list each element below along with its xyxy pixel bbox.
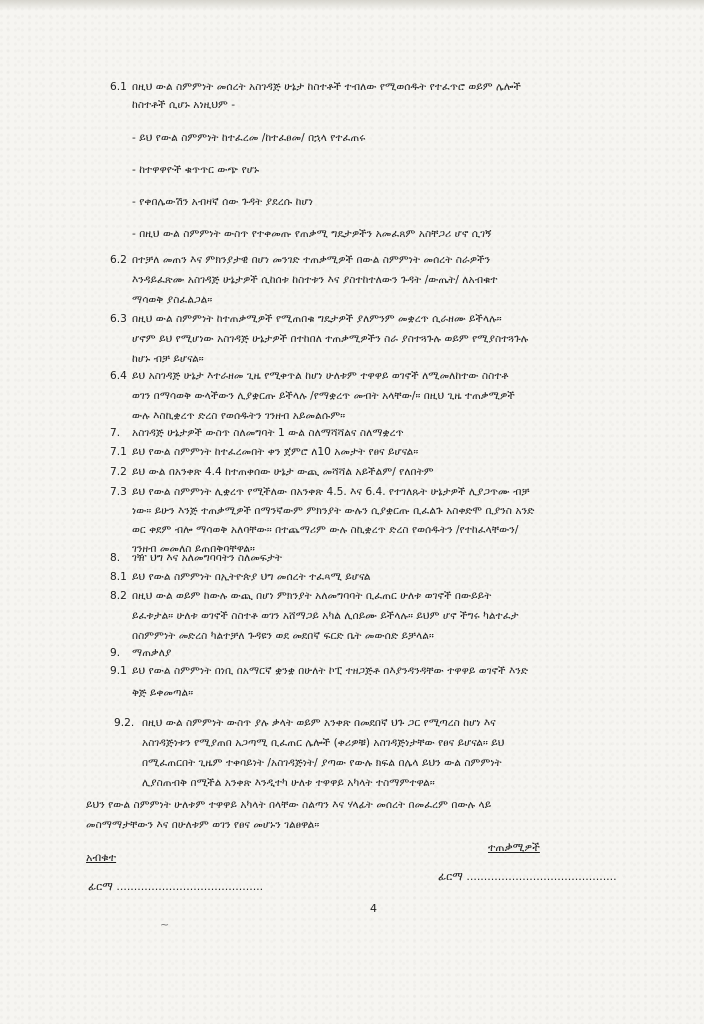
clause-line: በዚህ ውል ስምምነት ውስጥ ያሉ ቃላት ወይም አንቀጽ በመደበኛ ህጉ ጋር የሚጣረስ ከሆነ እና (142, 717, 496, 729)
clause-line: ውሉ እስኪቋረጥ ድረስ የወሰዱትን ገንዘብ አይመልሱም። (132, 410, 346, 422)
clause-line: ከስተቶች ሲሆኑ አነዚህም - (132, 99, 236, 111)
closing-line: መስማማታቸውን እና በሁለቱም ወገን የፀና መሆኑን ገልፀዋል። (86, 819, 320, 831)
clause-number: 6.4 (110, 370, 127, 382)
clause-line: ሊያስጠብቅ በሚችል አንቀጽ እንዲተካ ሁለቱ ተዋዋይ አካላት ተስማምተዋል። (142, 777, 435, 789)
clause-line: ይህ የውል ስምምነት በኢትዮጵያ ህግ መሰረት ተፈጻሚ ይሆናል (132, 571, 371, 583)
signature-line-right: ፊርማ ........................................... (438, 870, 617, 883)
clause-line: ይህ አስገዳጅ ሁኔታ እተራዘመ ጊዜ የሚቀጥል ከሆነ ሁለቱም ተዋዋይ ወገኖች ለሚመለከተው ስስተቶ (132, 370, 509, 382)
clause-number: 7.3 (110, 486, 127, 498)
clause-line: ሆኖም ይህ የሚሆነው አስገዳጅ ሁኔታዎች በተከበለ ተጠቃሚዎችን ስራ ያስተጓጉሉ ወይም የሚያስተጓጉሉ (132, 333, 529, 345)
bullet-item: - የቀበሌውሽን አብዛኛ ሰው ጉዳት ያደረሱ ከሆነ (132, 196, 313, 208)
clause-number: 8.2 (110, 590, 127, 602)
clause-number: 6.3 (110, 313, 127, 325)
section-number: 8. (110, 552, 121, 564)
clause-line: ከሆኑ ብቻ ይሆናል። (132, 353, 204, 365)
closing-line: ይህን የውል ስምምነት ሁለቱም ተዋዋይ አካላት በላቸው ስልጣን እና ሃላፊት መሰረት በመፈረም በውሉ ላይ (86, 799, 492, 811)
clause-line: ይህ የውል ስምምነት ሊቋረጥ የሚችለው በአንቀጽ 4.5. እና 6.4. የተገለጹት ሁኔታዎች ሊያጋጥሙ ብቻ (132, 486, 530, 498)
clause-line: በዚህ ውል ስምምነት ከተጠቃሚዎች የሚጠበቁ ግዴታዎች ያለምንም መቋረጥ ሲራዘሙ ይችላሉ። (132, 313, 502, 325)
section-number: 7. (110, 427, 121, 439)
clause-line: ወገን በማሳወቅ ውላችውን ሊያቋርጡ ይችላሉ /የማቋረጥ መብት አላቸው/። በዚህ ጊዜ ተጠቃሚዎች (132, 390, 515, 402)
clause-number: 7.1 (110, 446, 127, 458)
clause-line: ነው። ይሁን እንጅ ተጠቃሚዎች በማንኛውም ምክንያት ውሉን ሲያቋርጡ ቢፈልጉ አስቀድሞ ቢያንስ አንድ (132, 505, 535, 517)
clause-number: 6.1 (110, 81, 127, 93)
clause-line: በስምምነት መድረስ ካልተቻለ ጉዳዩን ወደ መደበኛ ፍርድ ቤት መውሰድ ይቻላል። (132, 630, 434, 642)
clause-line: አስገዳጅነቱን የሚያጠበ አጋጣሚ ቢፈጠር ሌሎች (ቀሪዎቹ) አስገዳጅነታቸው የፀና ይሆናል። ይህ (142, 737, 505, 749)
signature-line-left: ፊርማ .......................................... (88, 880, 264, 893)
clause-line: በሚፈጠርበት ጊዜም ተቀባይነት /አስገዳጅነት/ ያጣው የውሉ ክፍል በሌላ ይህን ውል ስምምነት (142, 757, 502, 769)
signatory-right-label: ተጠቃሚዎች (488, 841, 540, 854)
clause-number: 8.1 (110, 571, 127, 583)
clause-line: ይህ የውል ስምምነት በነቢ በአማርኛ ቋንቋ በሁለት ኮፒ ተዘጋጅቶ በእያንዳንዳቸው ተዋዋይ ወገኖች እንድ (132, 665, 529, 677)
clause-line: ይህ የውል ስምምነት ከተፈረመበት ቀን ጀምሮ ለ10 አመታት የፀና ይሆናል። (132, 446, 419, 458)
bullet-item: - በዚህ ውል ስምምነት ውስጥ የተቀመጡ የጠቃሚ ግዴታዎችን አመፈጸም አስቸጋሪ ሆኖ ሲገኝ (132, 228, 492, 240)
stray-mark: ~ (160, 918, 170, 931)
bullet-item: - ከተዋዋዮች ቁጥጥር ውጭ የሆኑ (132, 164, 260, 176)
clause-number: 7.2 (110, 466, 127, 478)
signatory-left-label: አብቁተ (86, 851, 117, 864)
clause-line: ማሳወቅ ያስፈልጋል። (132, 294, 213, 306)
clause-line: ቅጅ ይቀመጣል። (132, 687, 194, 699)
section-title: ገዥ ህግ እና አለመግባባትን ስለመፍታት (132, 552, 283, 564)
section-number: 9. (110, 647, 121, 659)
clause-line: ወር ቀደም ብሎ ማሳወቅ አለባቸው። በተጨማሪም ውሉ ስኪቋረጥ ድረስ የወሰዱትን /የተከፈላቸውን/ (132, 524, 519, 536)
section-title: ማጠቃለያ (132, 647, 172, 659)
clause-number: 9.1 (110, 665, 127, 677)
clause-line: ይህ ውል በአንቀጽ 4.4 ከተጠቀሰው ሁኔታ ውጪ መሻሻል አይችልም/ የለበትም (132, 466, 434, 478)
clause-line: በዚህ ውል ወይም ከውሉ ውጪ በሆነ ምክንያት አለመግባባት ቢፈጠር ሁለቱ ወገኖች በውይይት (132, 590, 492, 602)
clause-line: እንዳይፈጽሙ አስገዳጅ ሁኔታዎች ሲከሰቱ ከስተቱን እና ያስተከተለውን ጉዳት /ውጤት/ ለአብቁተ (132, 274, 498, 286)
clause-line: በዚህ ውል ስምምነት መሰረት አስገዳጅ ሁኔታ ከስተቶች ተብለው የሚወሰዱት የተፈጥሮ ወይም ሌሎች (132, 81, 521, 93)
page-number: 4 (370, 902, 377, 915)
section-title: አስገዳጅ ሁኔታዎች ውስጥ ስለመግባት 1 ውል ስለማሻሻልና ስለማቋረጥ (132, 427, 404, 439)
clause-line: ገንዘብ መመለስ ይጠበቅባቸዋል። (132, 543, 255, 555)
clause-number: 9.2. (114, 717, 135, 729)
clause-line: ይፈቱታል። ሁለቱ ወገኖች ስስተቶ ወገን አሸማጋይ አካል ሊሰይሙ ይችላሉ። ይህም ሆኖ ችግሩ ካልተፈታ (132, 610, 519, 622)
clause-line: በተቻለ መጠን እና ምክንያታዊ በሆነ መንገድ ተጠቃሚዎች በውል ስምምነት መሰረት ስራዎችን (132, 254, 491, 266)
bullet-item: - ይህ የውል ስምምነት ከተፈረመ /ከተፈፀመ/ በኋላ የተፈጠሩ (132, 132, 366, 144)
clause-number: 6.2 (110, 254, 127, 266)
